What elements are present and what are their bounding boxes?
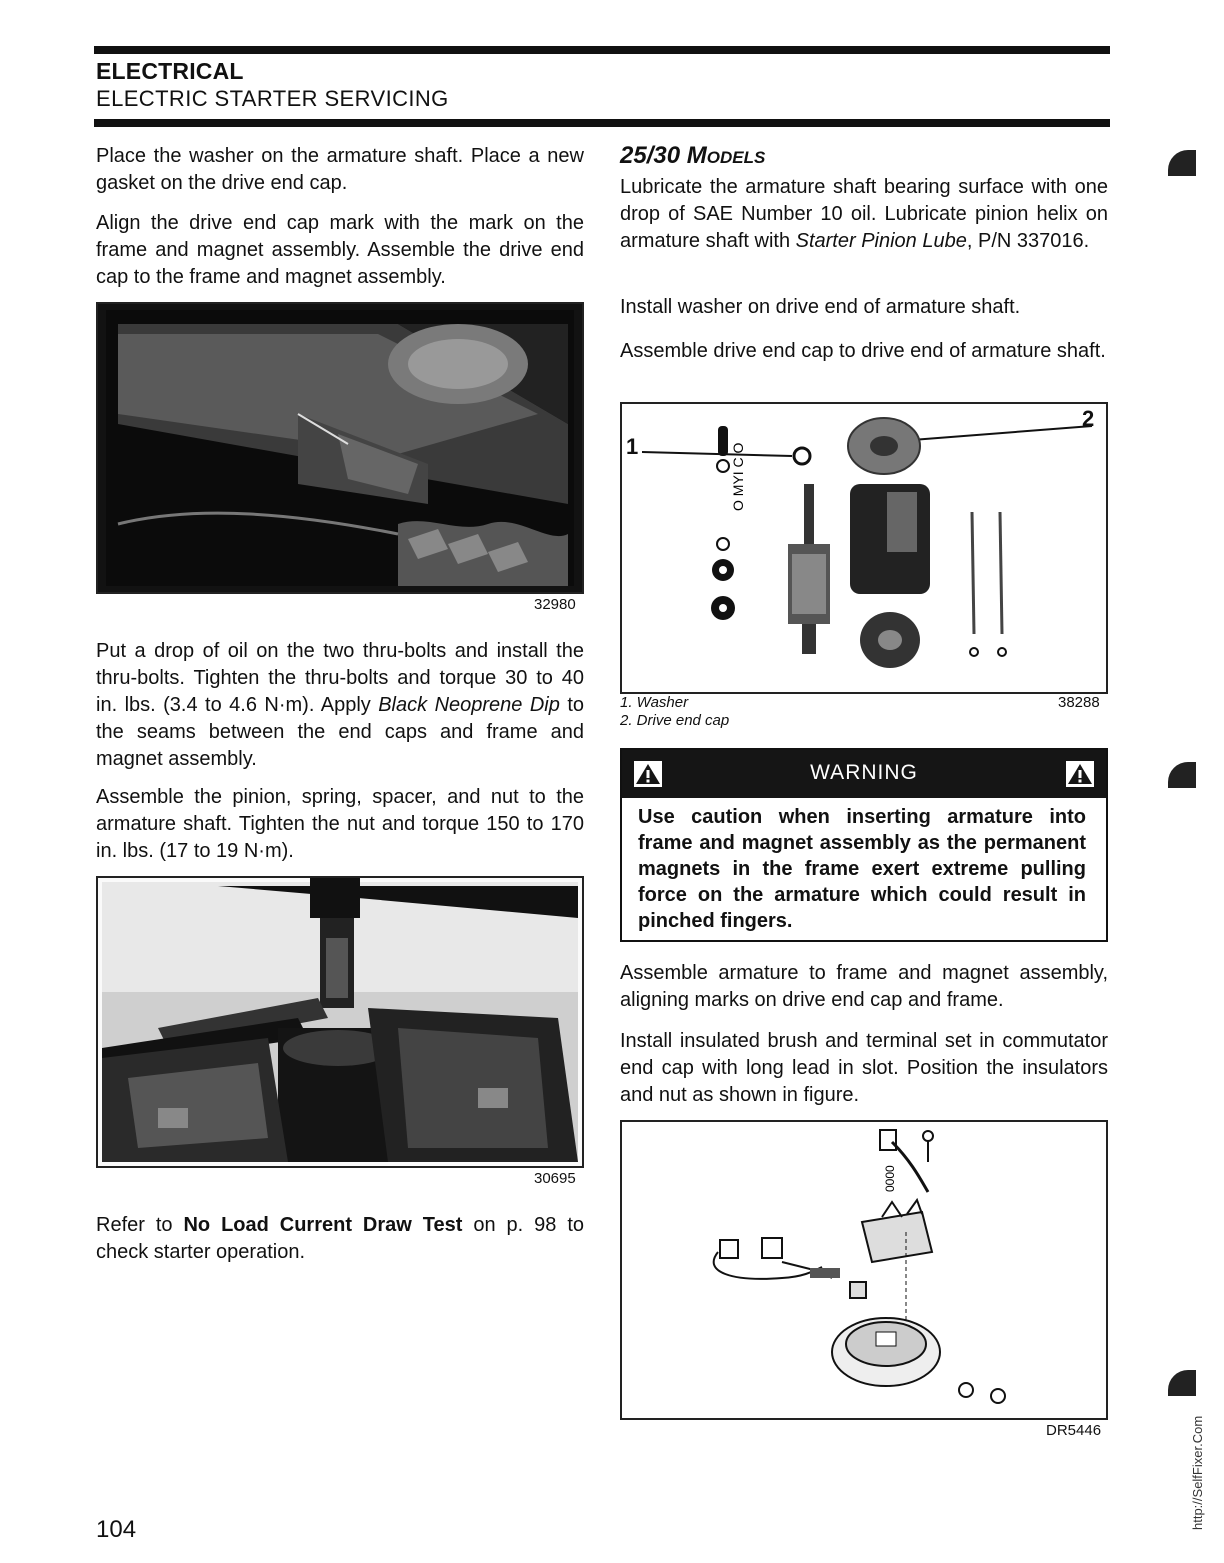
models-heading: 25/30 Models — [620, 142, 766, 169]
photo-pinion-nut-torque — [96, 876, 584, 1168]
warning-icon-right — [1066, 761, 1094, 787]
header-rule-bottom — [94, 119, 1110, 127]
edge-mark-1 — [1168, 150, 1196, 176]
watermark-url: http://SelfFixer.Com — [1190, 1415, 1205, 1530]
brush-terminal-art — [622, 1122, 1106, 1418]
black-neoprene-dip: Black Neoprene Dip — [378, 694, 560, 716]
page-number: 104 — [96, 1516, 137, 1543]
photo-drive-end-cap-alignment — [96, 302, 584, 594]
washer-part — [794, 448, 810, 464]
warning-text: Use caution when inserting armature into frame and magnet assembly as the permanent magnets in the frame exert extreme pulling force on the armature which could result in pinched fingers. — [638, 806, 1086, 932]
right-paragraph-5: Install insulated brush and terminal set in commutator end cap with long lead in slot. Position the insulators and nut as shown in figure. — [620, 1030, 1108, 1106]
left-paragraph-1: Place the washer on the armature shaft. Place a new gasket on the drive end cap. — [96, 145, 584, 194]
photo-pinion-nut-art — [98, 878, 582, 1166]
right-paragraph-2: Install washer on drive end of armature shaft. — [620, 296, 1021, 318]
warning-title: WARNING — [810, 761, 918, 784]
callout-line-2 — [912, 426, 1092, 440]
edge-mark-2 — [1168, 762, 1196, 788]
left-paragraph-4: Assemble the pinion, spring, spacer, and nut to the armature shaft. Tighten the nut and torque 150 to 170 in. lbs. (17 to 19 N·m). — [96, 786, 584, 862]
legend-drive-end-cap: 2. Drive end cap — [620, 712, 730, 729]
figure-number-38288: 38288 — [1058, 694, 1100, 711]
starter-pinion-lube: Starter Pinion Lube — [795, 230, 967, 252]
callout-1: 1 — [626, 434, 639, 459]
right-paragraph-1: Lubricate the armature shaft bearing surface with one drop of SAE Number 10 oil. Lubricate pinion helix on armature shaft with Starter Pinion Lube, P/N 337016. — [620, 176, 1108, 252]
edge-mark-3 — [1168, 1370, 1196, 1396]
left-paragraph-3: Put a drop of oil on the two thru-bolts and install the thru-bolts. Tighten the thru-bolts and torque 30 to 40 in. lbs. (3.4 to 4.6 N·m). Apply Black Neoprene Dip to the seams between the end caps and frame and magnet assembly. — [96, 640, 584, 770]
svg-text:0000: 0000 — [883, 1165, 897, 1192]
figure-brush-terminal-set — [620, 1120, 1108, 1420]
subsection-title: ELECTRIC STARTER SERVICING — [96, 86, 449, 111]
svg-text:O MYI C O: O MYI C O — [730, 442, 746, 511]
photo-drive-end-cap-art — [98, 304, 582, 592]
section-title: ELECTRICAL — [96, 58, 244, 84]
no-load-current-draw-test-ref: No Load Current Draw Test — [183, 1214, 463, 1236]
header-rule-top — [94, 46, 1110, 54]
warning-box — [620, 748, 1108, 942]
figure-number-dr5446: DR5446 — [1046, 1422, 1102, 1439]
right-paragraph-3: Assemble drive end cap to drive end of armature shaft. — [620, 340, 1106, 362]
right-paragraph-4: Assemble armature to frame and magnet assembly, aligning marks on drive end cap and frame. — [620, 962, 1108, 1011]
warning-bar — [622, 750, 1106, 798]
figure-number-32980: 32980 — [534, 596, 576, 613]
starter-components-art — [622, 404, 1106, 692]
left-paragraph-2: Align the drive end cap mark with the mark on the frame and magnet assembly. Assemble the drive end cap to the frame and magnet assembly. — [96, 212, 584, 288]
left-paragraph-5: Refer to No Load Current Draw Test on p. 98 to check starter operation. — [96, 1214, 585, 1263]
figure-number-30695: 30695 — [534, 1170, 576, 1187]
legend-washer: 1. Washer — [620, 694, 689, 711]
callout-2: 2 — [1082, 406, 1095, 431]
figure-starter-components — [620, 402, 1108, 694]
callout-line-1 — [642, 452, 792, 456]
